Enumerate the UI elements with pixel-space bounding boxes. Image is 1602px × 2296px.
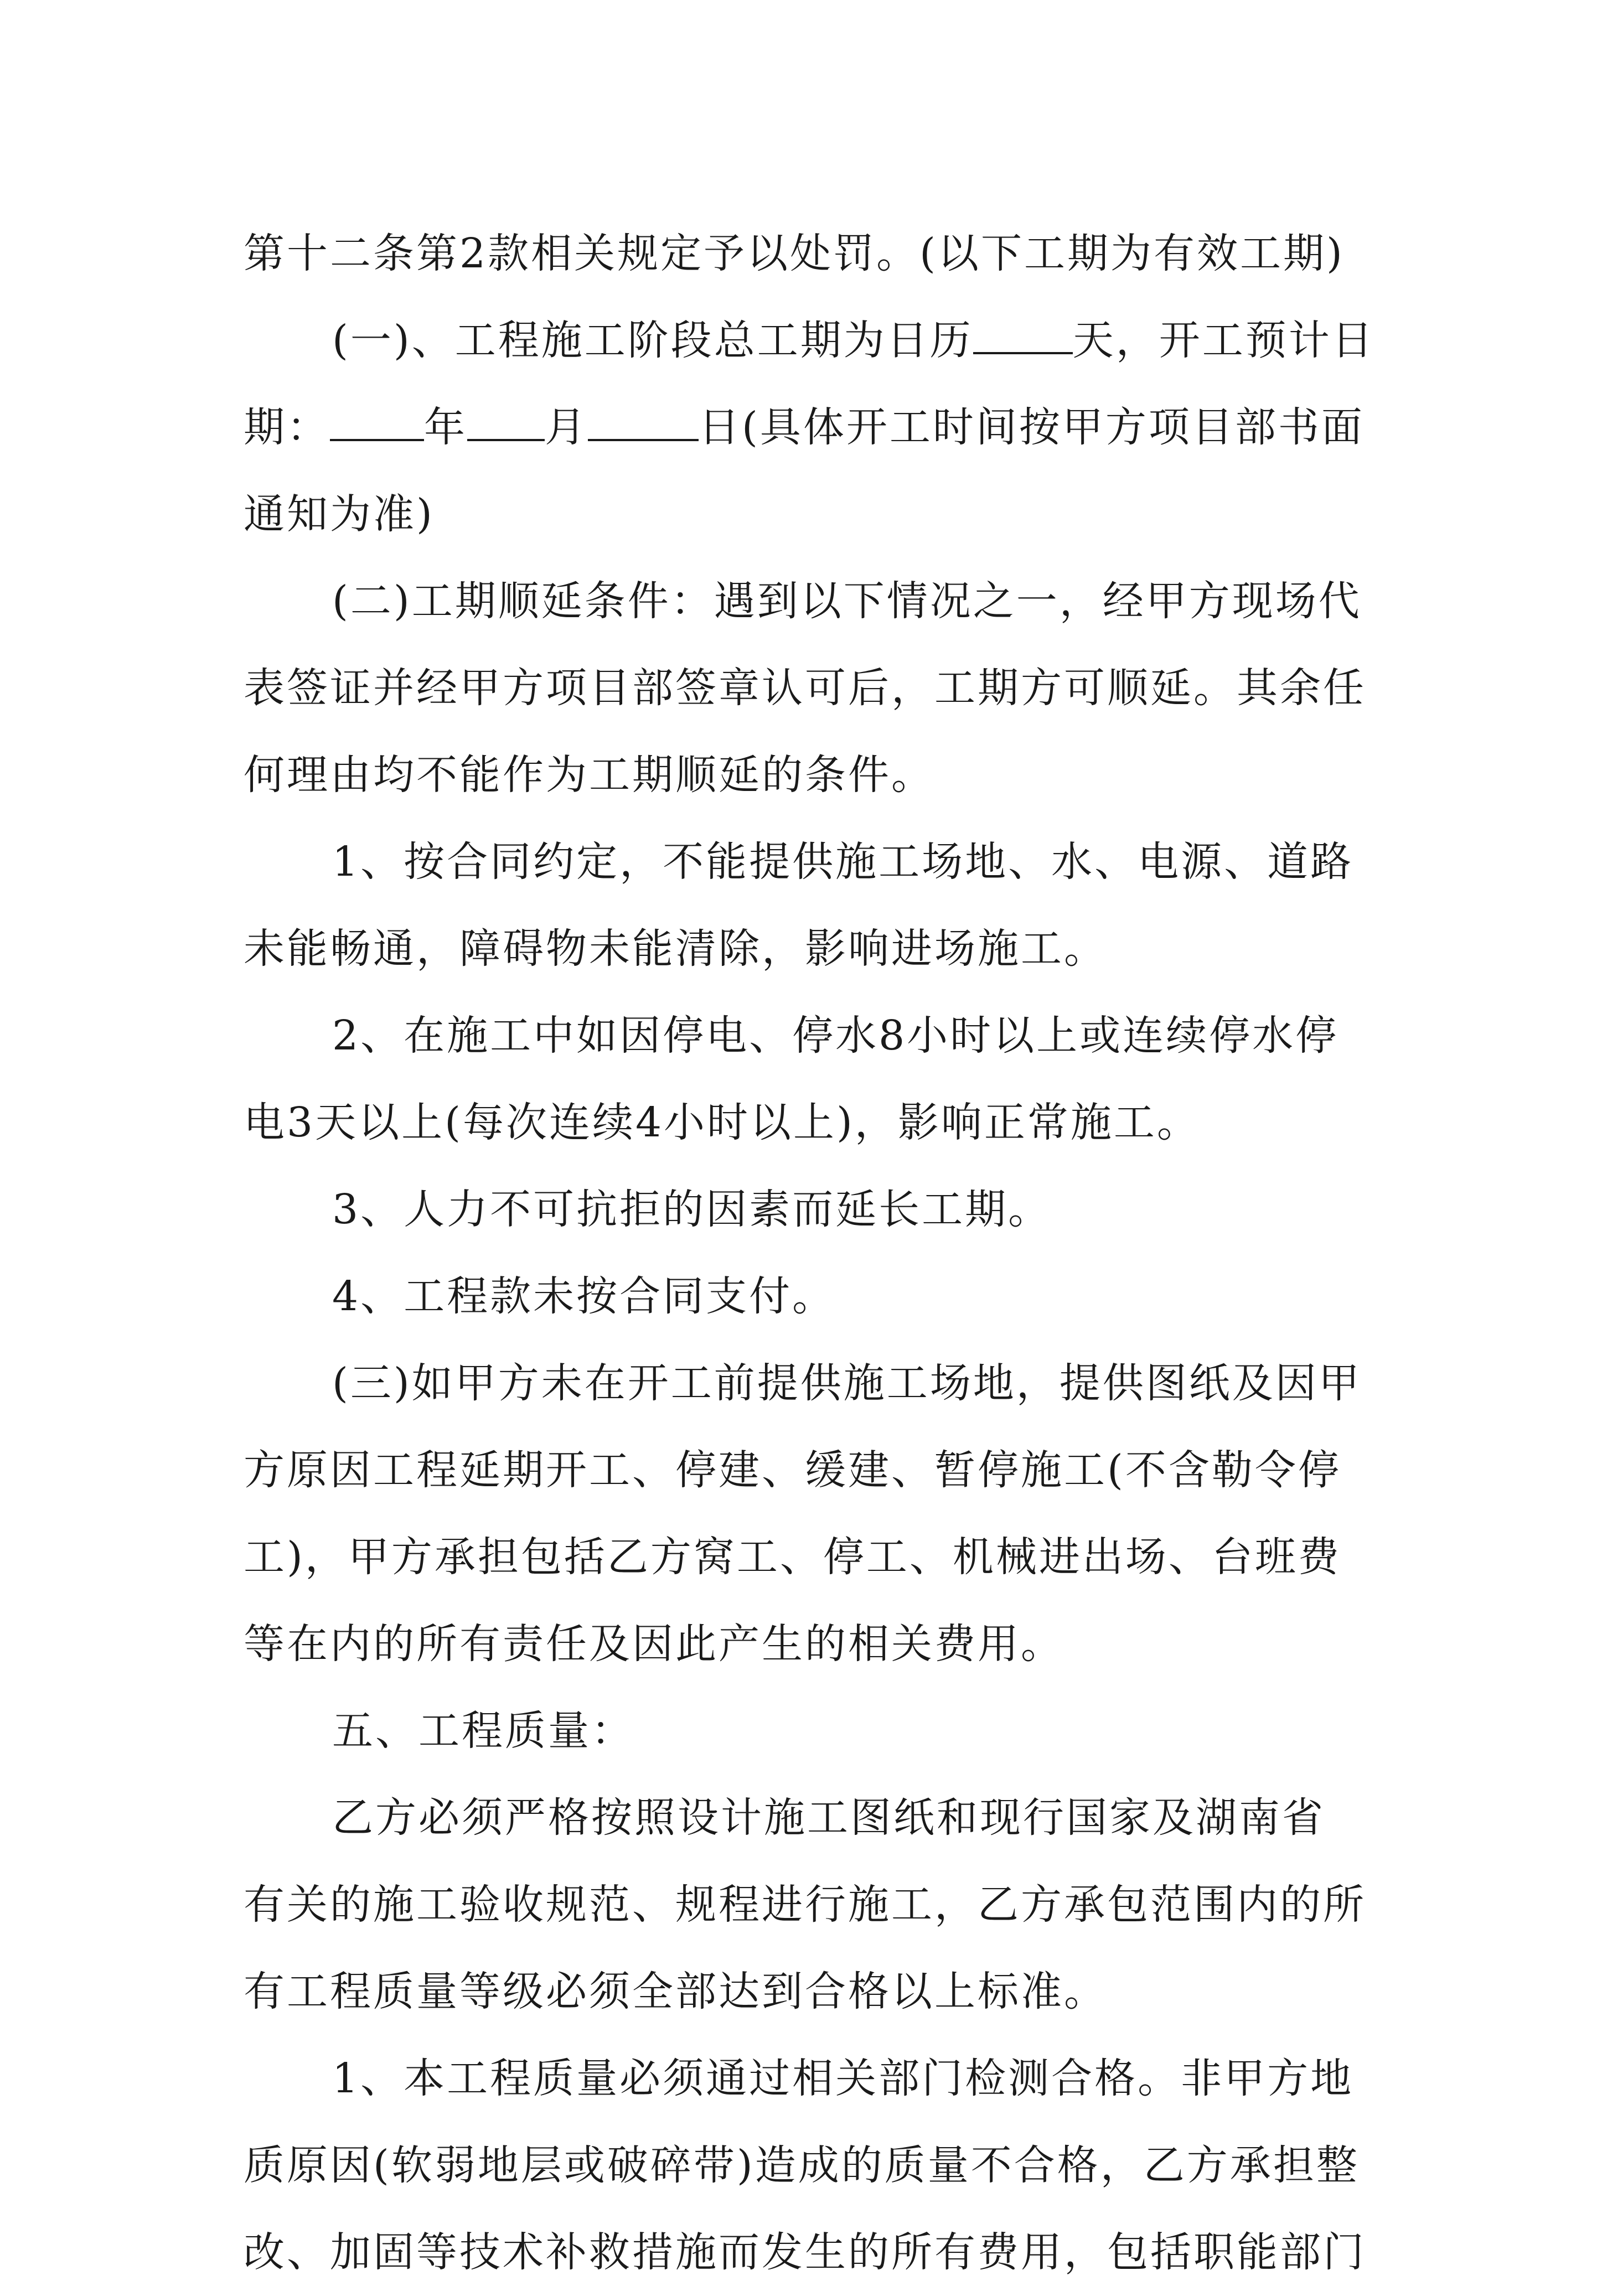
text-line: [244, 297, 1375, 384]
text-segment: 天，开工预计日: [1072, 317, 1375, 364]
text-line: 4、工程款未按合同支付。: [332, 1273, 836, 1320]
blank-field: [973, 318, 1073, 354]
text-line: 何理由均不能作为工期顺延的条件。: [244, 751, 934, 799]
text-line: 工)，甲方承担包括乙方窝工、停工、机械进出场、台班费: [244, 1533, 1341, 1581]
text-line: [244, 384, 1367, 471]
text-line: 第十二条第2款相关规定予以处罚。(以下工期为有效工期): [244, 230, 1345, 277]
blank-field: [588, 405, 699, 441]
text-line: 未能畅通，障碍物未能清除，影响进场施工。: [244, 925, 1107, 973]
text-line: 电3天以上(每次连续4小时以上)，影响正常施工。: [244, 1099, 1200, 1146]
blank-field: [467, 405, 545, 441]
text-line: 改、加固等技术补救措施而发生的所有费用，包括职能部门: [244, 2228, 1366, 2276]
text-line: 1、本工程质量必须通过相关部门检测合格。非甲方地: [332, 2055, 1354, 2102]
text-segment: 月: [545, 404, 588, 451]
text-line: 1、按合同约定，不能提供施工场地、水、电源、道路: [332, 838, 1354, 886]
document-page: [244, 210, 1375, 2296]
text-line: 通知为准): [244, 490, 435, 538]
text-line: 表签证并经甲方项目部签章认可后，工期方可顺延。其余任: [244, 664, 1366, 712]
text-line: (三)如甲方未在开工前提供施工场地，提供图纸及因甲: [332, 1359, 1362, 1407]
text-line: 有工程质量等级必须全部达到合格以上标准。: [244, 1968, 1107, 2015]
text-segment: 日(具体开工时间按甲方项目部书面: [699, 404, 1365, 451]
text-line: 质原因(软弱地层或破碎带)造成的质量不合格，乙方承担整: [244, 2142, 1360, 2189]
text-segment: (一)、工程施工阶段总工期为日历: [332, 317, 973, 364]
blank-field: [330, 405, 424, 441]
section-heading: 五、工程质量：: [332, 1707, 634, 1755]
text-segment: 年: [424, 404, 467, 451]
text-line: 方原因工程延期开工、停建、缓建、暂停施工(不含勒令停: [244, 1446, 1341, 1494]
text-line: (二)工期顺延条件：遇到以下情况之一，经甲方现场代: [332, 577, 1362, 625]
text-segment: 期：: [244, 404, 330, 451]
text-line: 等在内的所有责任及因此产生的相关费用。: [244, 1620, 1064, 1668]
text-line: 有关的施工验收规范、规程进行施工，乙方承包范围内的所: [244, 1881, 1366, 1928]
text-line: 3、人力不可抗拒的因素而延长工期。: [332, 1186, 1052, 1233]
text-line: 乙方必须严格按照设计施工图纸和现行国家及湖南省: [332, 1794, 1325, 1842]
text-line: 2、在施工中如因停电、停水8小时以上或连续停水停: [332, 1012, 1339, 1059]
